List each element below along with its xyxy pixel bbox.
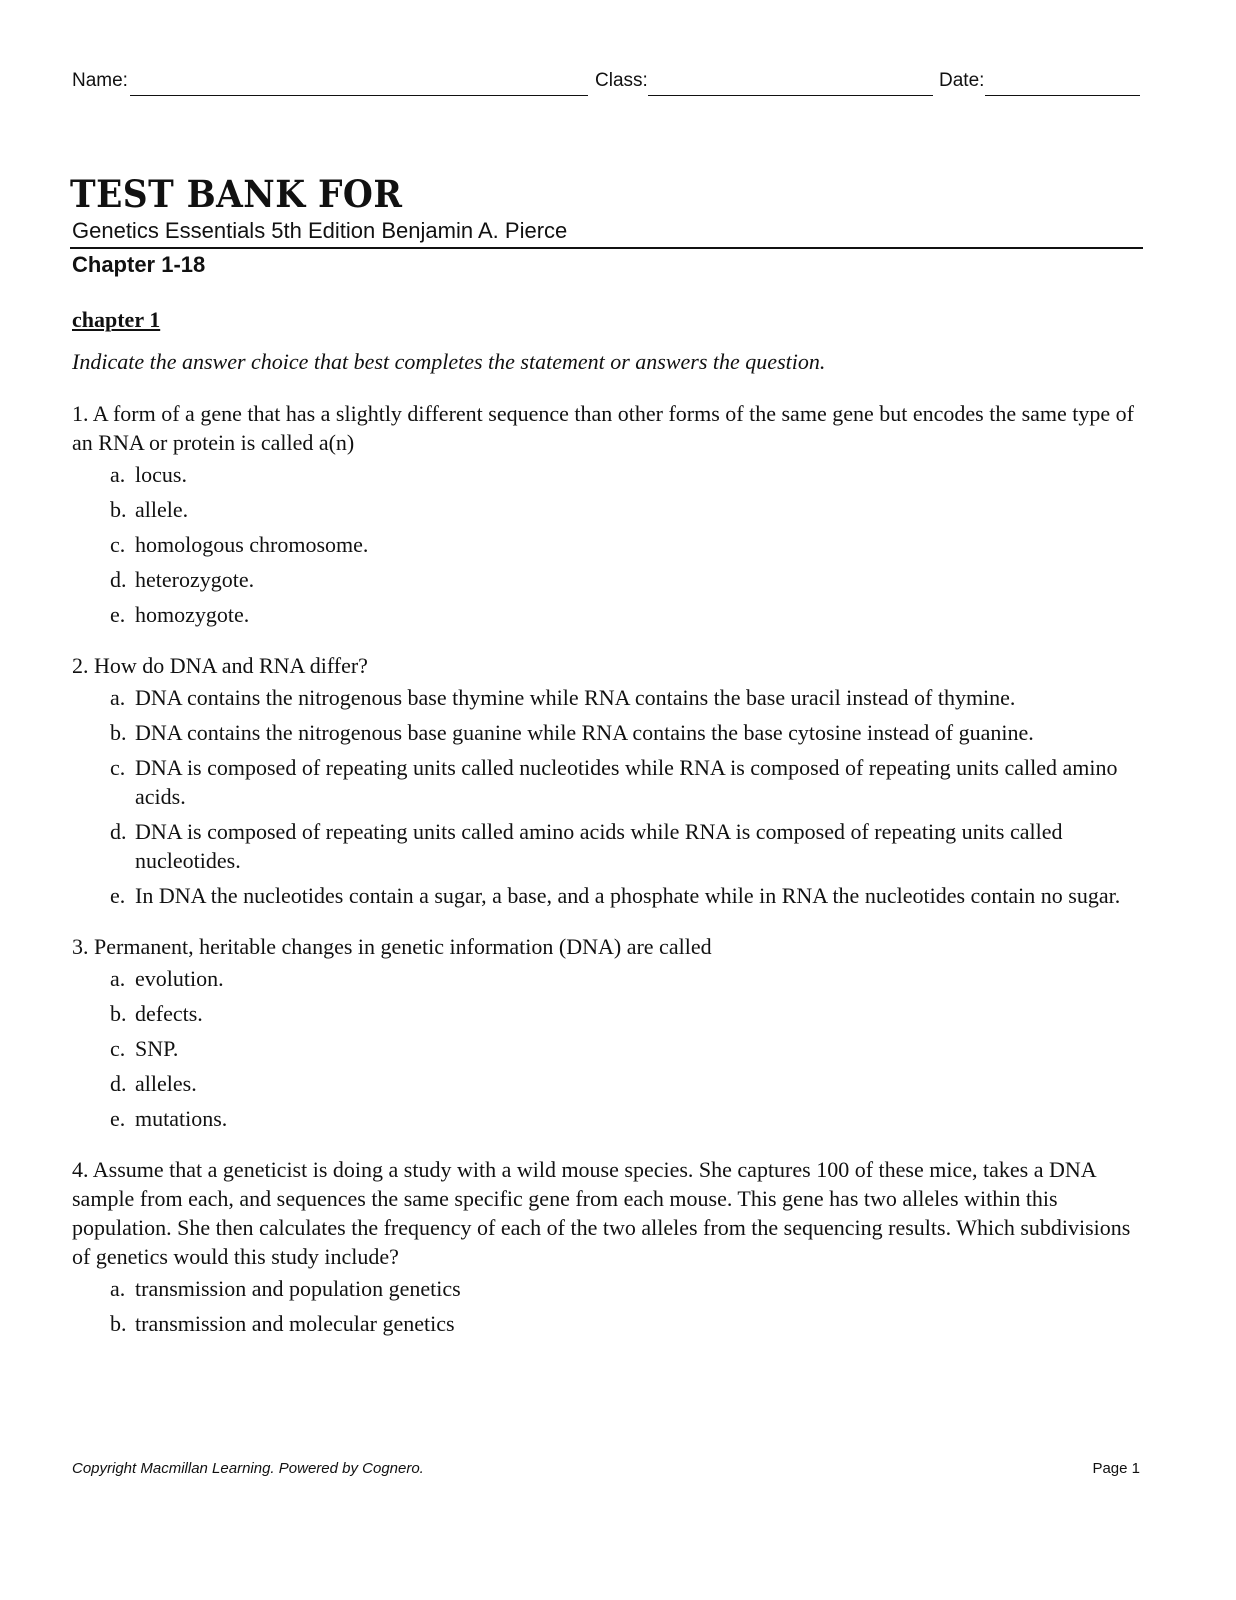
- option-text: homozygote.: [135, 602, 250, 627]
- option-text: DNA contains the nitrogenous base thymine while RNA contains the base uracil instead of thymine.: [135, 685, 1016, 710]
- question-2: [72, 651, 1142, 910]
- answer-option: [72, 753, 1142, 811]
- class-label: Class:: [595, 70, 648, 91]
- answer-option: [72, 817, 1142, 875]
- option-text: In DNA the nucleotides contain a sugar, a base, and a phosphate while in RNA the nucleotides contain no sugar.: [135, 883, 1121, 908]
- answer-option: [72, 1104, 1142, 1133]
- answer-option: [72, 1034, 1142, 1063]
- option-letter: c.: [110, 755, 126, 780]
- option-letter: d.: [110, 567, 127, 592]
- question-text: 2. How do DNA and RNA differ?: [72, 653, 368, 678]
- answer-option: [72, 565, 1142, 594]
- option-letter: b.: [110, 497, 127, 522]
- answer-option: [72, 530, 1142, 559]
- option-text: DNA is composed of repeating units called amino acids while RNA is composed of repeating units called nucleotides.: [135, 819, 1063, 873]
- option-text: homologous chromosome.: [135, 532, 369, 557]
- page-number: Page 1: [1092, 1460, 1140, 1477]
- instructions: Indicate the answer choice that best completes the statement or answers the question.: [72, 349, 826, 374]
- date-field-line: [985, 95, 1140, 96]
- option-letter: a.: [110, 1276, 126, 1301]
- option-text: defects.: [135, 1001, 203, 1026]
- answer-option: [72, 495, 1142, 524]
- name-field-line: [130, 95, 588, 96]
- option-letter: a.: [110, 462, 126, 487]
- question-1: [72, 399, 1142, 629]
- date-label: Date:: [939, 70, 985, 91]
- footer-copyright: Copyright Macmillan Learning. Powered by Cognero.: [72, 1460, 424, 1477]
- option-text: transmission and molecular genetics: [135, 1311, 455, 1336]
- option-letter: b.: [110, 720, 127, 745]
- option-text: alleles.: [135, 1071, 197, 1096]
- option-letter: b.: [110, 1311, 127, 1336]
- option-text: allele.: [135, 497, 189, 522]
- header-fields: [72, 70, 1142, 100]
- answer-option: [72, 600, 1142, 629]
- document-title: TEST BANK FOR: [70, 172, 403, 216]
- option-letter: a.: [110, 966, 126, 991]
- answer-option: [72, 1274, 1142, 1303]
- option-letter: c.: [110, 1036, 126, 1061]
- answer-option: [72, 881, 1142, 910]
- option-letter: e.: [110, 883, 126, 908]
- answer-option: [72, 460, 1142, 489]
- answer-option: [72, 1069, 1142, 1098]
- question-3: [72, 932, 1142, 1133]
- option-letter: a.: [110, 685, 126, 710]
- answer-option: [72, 1309, 1142, 1338]
- option-text: heterozygote.: [135, 567, 255, 592]
- option-letter: d.: [110, 819, 127, 844]
- option-letter: c.: [110, 532, 126, 557]
- name-label: Name:: [72, 70, 128, 91]
- option-text: SNP.: [135, 1036, 179, 1061]
- option-text: transmission and population genetics: [135, 1276, 461, 1301]
- title-divider: [70, 247, 1143, 249]
- option-letter: e.: [110, 602, 126, 627]
- answer-option: [72, 964, 1142, 993]
- section-heading: chapter 1: [72, 307, 161, 332]
- class-field-line: [648, 95, 933, 96]
- document-body: [72, 305, 1142, 1360]
- option-text: evolution.: [135, 966, 224, 991]
- question-4: [72, 1155, 1142, 1338]
- document-subtitle: Genetics Essentials 5th Edition Benjamin A. Pierce: [72, 218, 568, 243]
- option-letter: d.: [110, 1071, 127, 1096]
- question-text: 1. A form of a gene that has a slightly different sequence than other forms of the same gene but encodes the same type of an RNA or protein is called a(n): [72, 401, 1134, 455]
- question-text: 4. Assume that a geneticist is doing a study with a wild mouse species. She captures 100 of these mice, takes a DNA sample from each, and sequences the same specific gene from each mouse. This gene has two alleles within this population. She then calculates the frequency of each of the two alleles from the sequencing results. Which subdivisions of genetics would this study include?: [72, 1157, 1131, 1269]
- chapter-range: Chapter 1-18: [72, 252, 206, 277]
- option-text: locus.: [135, 462, 187, 487]
- answer-option: [72, 683, 1142, 712]
- answer-option: [72, 718, 1142, 747]
- option-letter: e.: [110, 1106, 126, 1131]
- option-text: DNA is composed of repeating units called nucleotides while RNA is composed of repeating units called amino acids.: [135, 755, 1118, 809]
- option-letter: b.: [110, 1001, 127, 1026]
- option-text: mutations.: [135, 1106, 228, 1131]
- question-text: 3. Permanent, heritable changes in genetic information (DNA) are called: [72, 934, 712, 959]
- option-text: DNA contains the nitrogenous base guanine while RNA contains the base cytosine instead of guanine.: [135, 720, 1034, 745]
- answer-option: [72, 999, 1142, 1028]
